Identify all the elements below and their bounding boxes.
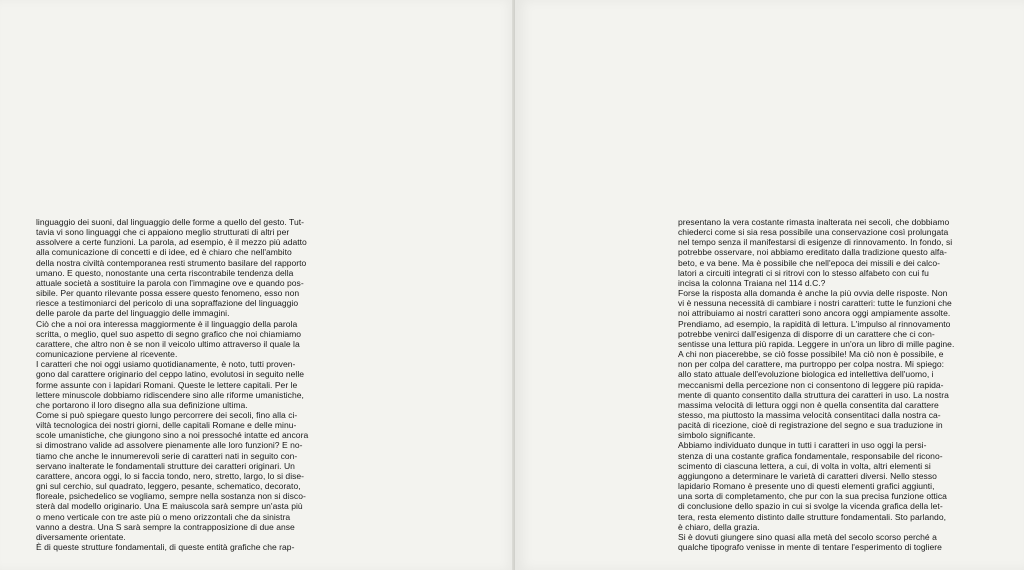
right-page-body-text: presentano la vera costante rimasta inalterata nei secoli, che dobbiamo chiederci come si sia resa possibile una conservazione così prolungata nel tempo senza il manifestarsi di esigenze di rinnovamento. In fondo, si potrebbe osservare, noi abbiamo ereditato dalla tradizione questo alfa- beto, e va bene. Ma è possibile che nell'epoca dei missili e dei calco- latori a circuiti integrati ci si ritrovi con lo stesso alfabeto con cui fu incisa la colonna Traiana nel 114 d.C.? Forse la risposta alla domanda è anche la più ovvia delle risposte. Non vi è nessuna necessità di cambiare i nostri caratteri: tutte le funzioni che noi attribuiamo ai nostri caratteri sono ancora oggi ampiamente assolte. Prendiamo, ad esempio, la rapidità di lettura. L'impulso al rinnovamento potrebbe venirci dall'esigenza di disporre di un carattere che ci con- sentisse una lettura più rapida. Leggere in un'ora un libro di mille pagine. A chi non piacerebbe, se ciò fosse possibile! Ma ciò non è possibile, e non per colpa del carattere, ma purtroppo per colpa nostra. Mi spiego: allo stato attuale dell'evoluzione biologica ed intellettiva dell'uomo, i meccanismi della percezione non ci consentono di leggere più rapida- mente di quanto consentito dalla struttura dei caratteri in uso. La nostra massima velocità di lettura oggi non è quella consentita dal carattere stesso, ma piuttosto la massima velocità consentitaci dalla nostra ca- pacità di ricezione, cioè di registrazione del segno e sua traduzione in simbolo significante. Abbiamo individuato dunque in tutti i caratteri in uso oggi la persi- stenza di una costante grafica fondamentale, responsabile del ricono- scimento di ciascuna lettera, a cui, di volta in volta, altri elementi si aggiungono a determinare le varietà di caratteri diversi. Nello stesso lapidario Romano è presente uno di questi elementi grafici aggiunti, una sorta di completamento, che pur con la sua precisa funzione ottica di conclusione dello spazio in cui si svolge la vicenda grafica della let- tera, resta elemento distinto dalle strutture fondamentali. Sto parlando, è chiaro, della grazia. Si è dovuti giungere sino quasi alla metà del secolo scorso perché a qualche tipografo venisse in mente di tentare l'esperimento di togliere	[678, 217, 955, 552]
left-page-body-text: linguaggio dei suoni, dal linguaggio delle forme a quello del gesto. Tut- tavia vi sono linguaggi che ci appaiono meglio strutturati di altri per assolvere a certe funzioni. La parola, ad esempio, è il mezzo più adatto alla comunicazione di concetti e di idee, ed è chiaro che nell'ambito della nostra civiltà contemporanea resti strumento basilare del rapporto umano. E questo, nonostante una certa riscontrabile tendenza della attuale società a sostituire la parola con l'immagine ove e quando pos- sibile. Per quanto rilevante possa essere questo fenomeno, esso non riesce a testimoniarci del pericolo di una sopraffazione del linguaggio delle parole da parte del linguaggio delle immagini. Ciò che a noi ora interessa maggiormente è il linguaggio della parola scritta, o meglio, quel suo aspetto di segno grafico che noi chiamiamo carattere, che altro non è se non il veicolo ultimo attraverso il quale la comunicazione perviene al ricevente. I caratteri che noi oggi usiamo quotidianamente, è noto, tutti proven- gono dal carattere originario del ceppo latino, evolutosi in seguito nelle forme assunte con i lapidari Romani. Queste le lettere capitali. Per le lettere minuscole dobbiamo ridiscendere sino alle riforme umanistiche, che portarono il loro disegno alla sua definizione ultima. Come si può spiegare questo lungo percorrere dei secoli, fino alla ci- viltà tecnologica dei nostri giorni, delle capitali Romane e delle minu- scole umanistiche, che giungono sino a noi pressoché intatte ed ancora si dimostrano valide ad assolvere pienamente alle loro funzioni? E no- tiamo che anche le innumerevoli serie di caratteri nati in seguito con- servano inalterate le fondamentali strutture dei caratteri originari. Un carattere, ancora oggi, lo si faccia tondo, nero, stretto, largo, lo si dise- gni sul cerchio, sul quadrato, leggero, pesante, schematico, decorato, floreale, psichedelico se vogliamo, sempre nella sostanza non si disco- sterà dal modello originario. Una E maiuscola sarà sempre un'asta più o meno verticale con tre aste più o meno orizzontali che da sinistra vanno a destra. Una S sarà sempre la contrapposizione di due anse diversamente orientate. È di queste strutture fondamentali, di queste entità grafiche che rap-	[36, 217, 309, 552]
